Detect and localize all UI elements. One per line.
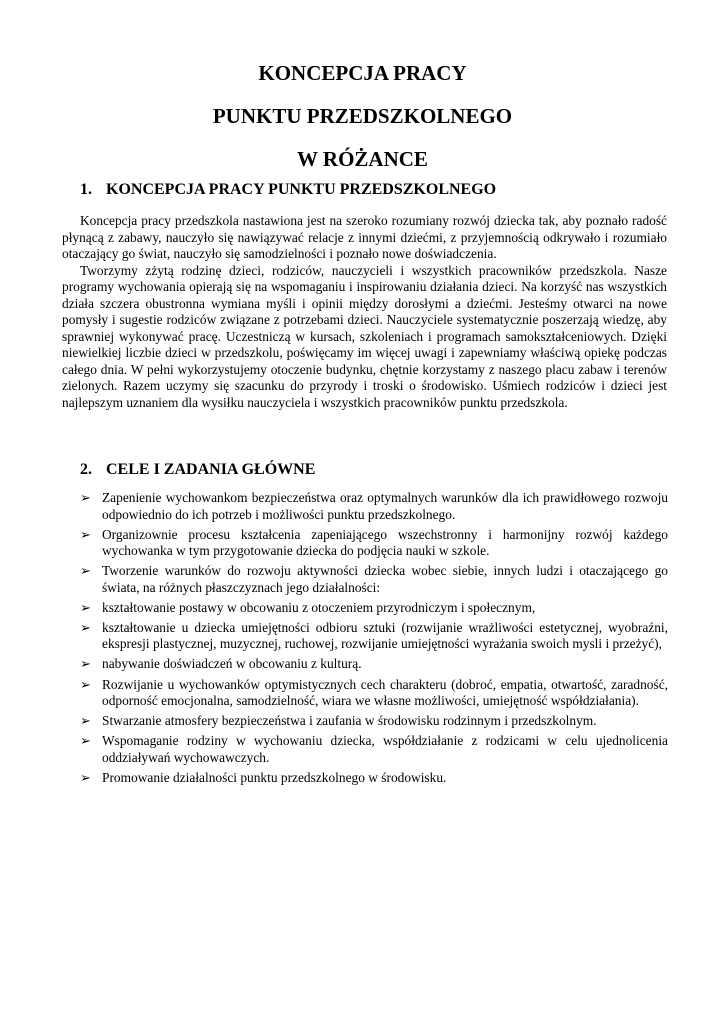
arrow-bullet-icon: ➢ [80,490,91,505]
section-2-heading [80,461,315,479]
document-title-line-3: W RÓŻANCE [297,147,428,171]
list-item [62,563,668,596]
list-item-text: Stwarzanie atmosfery bezpieczeństwa i zaufania w środowisku rodzinnym i przedszkolnym. [102,713,597,729]
document-title-line-2: PUNKTU PRZEDSZKOLNEGO [212,104,513,128]
list-item-text: kształtowanie postawy w obcowaniu z otoczeniem przyrodniczym i społecznym, [102,599,536,615]
list-item [62,620,668,653]
list-item-text: Promowanie działalności punktu przedszkolnego w środowisku. [102,769,447,785]
list-item-text: kształtowanie u dziecka umiejętności odbioru sztuki (rozwijanie wrażliwości estetycznej, wyobraźni, ekspresji plastycznej, muzycznej, ruchowej, rozwijanie umiejętności wyrażania swoich mysli i przeżyć), [102,619,668,652]
arrow-bullet-icon: ➢ [80,769,91,785]
list-item [62,490,668,523]
list-item-text: Zapenienie wychowankom bezpieczeństwa oraz optymalnych warunków dla ich prawidłowego rozwoju odpowiednio do ich potrzeb i możliwości punktu przedszkolnego. [102,490,668,522]
section-1-paragraph-1: Koncepcja pracy przedszkola nastawiona jest na szeroko rozumiany rozwój dziecka tak, aby poznało radość płynącą z zabawy, nauczyło się nawiązywać relacje z innymi dziećmi, z przyjemnością odkrywało i rozumiało otaczający go świat, nauczyło się samodzielności i poznało nowe doświadczenia. [62,213,667,261]
list-item-text: Tworzenie warunków do rozwoju aktywności dziecka wobec siebie, innych ludzi i otaczającego go świata, na różnych płaszczyznach jego działalności: [102,563,668,595]
section-2-number: 2. [80,461,92,478]
section-1-number: 1. [80,181,92,198]
list-item [62,527,668,560]
list-item [62,770,668,787]
section-2-heading-text: CELE I ZADANIA GŁÓWNE [106,461,316,478]
section-1-heading [80,181,496,199]
list-item-text: nabywanie doświadczeń w obcowaniu z kulturą. [102,656,362,672]
arrow-bullet-icon: ➢ [80,656,91,672]
section-1-heading-text: KONCEPCJA PRACY PUNKTU PRZEDSZKOLNEGO [106,181,497,198]
arrow-bullet-icon: ➢ [80,526,91,542]
list-item-text: Organizownie procesu kształcenia zapeniającego wszechstronny i harmonijny rozwój każdego wychowanka w tym przygotowanie dziecka do podjęcia nauki w szkole. [102,526,668,559]
arrow-bullet-icon: ➢ [80,676,91,692]
list-item [62,733,668,766]
arrow-bullet-icon: ➢ [80,599,91,615]
list-item [62,600,668,617]
section-1-body [62,213,667,411]
list-item-text: Rozwijanie u wychowanków optymistycznych cech charakteru (dobroć, empatia, otwartość, zaradność, odporność emocjonalna, samodzielność, wiara we własne możliwości, umiejętność współdziałania). [102,676,668,709]
list-item [62,656,668,673]
goals-list [62,490,668,790]
section-1-paragraph-2: Tworzymy zżytą rodzinę dzieci, rodziców, nauczycieli i wszystkich pracowników przedszkola. Nasze programy wychowania opierają się na wspomaganiu i inspirowaniu działania dzieci. Na korzyść nas wszystkich działa szczera obustronna wymiana myśli i opinii między dorosłymi a dziećmi. Jesteśmy otwarci na nowe pomysły i sugestie rodziców związane z potrzebami dzieci. Nauczyciele systematycznie poszerzają wiedzę, aby sprawniej wykonywać pracę. Uczestniczą w kursach, szkoleniach i programach samokształceniowych. Dzięki niewielkiej liczbie dzieci w przedszkolu, poświęcamy im więcej uwagi i zapewniamy właściwą opiekę podczas całego dnia. W pełni wykorzystujemy otoczenie budynku, chętnie korzystamy z naszego placu zabaw i terenów zielonych. Razem uczymy się szacunku do przyrody i troski o środowisko. Uśmiech rodziców i dzieci jest najlepszym uznaniem dla wysiłku nauczyciela i wszystkich pracowników punktu przedszkola. [62,262,667,410]
list-item [62,677,668,710]
list-item-text: Wspomaganie rodziny w wychowaniu dziecka, współdziałanie z rodzicami w celu ujednolicenia oddziaływań wychowawczych. [102,733,668,765]
arrow-bullet-icon: ➢ [80,563,91,579]
arrow-bullet-icon: ➢ [80,713,91,729]
arrow-bullet-icon: ➢ [80,733,91,749]
arrow-bullet-icon: ➢ [80,619,91,635]
list-item [62,713,668,730]
document-title-line-1: KONCEPCJA PRACY [258,61,467,85]
